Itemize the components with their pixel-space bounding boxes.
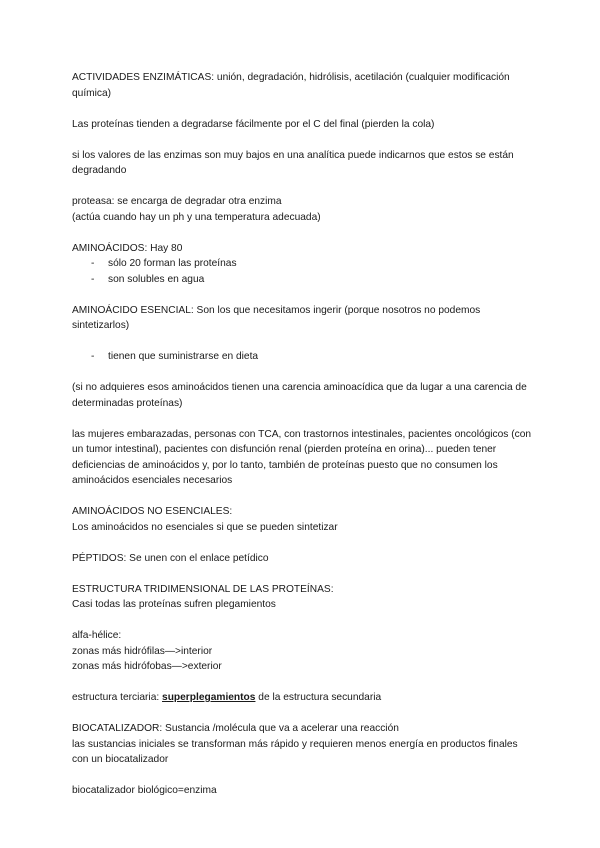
protease-line: proteasa: se encarga de degradar otra enzima	[72, 196, 282, 207]
document-body	[72, 70, 532, 799]
alpha-helix-heading: alfa-hélice:	[72, 630, 122, 641]
bullet-dash: -	[91, 273, 95, 285]
protease-note: (actúa cuando hay un ph y una temperatura adecuada)	[72, 211, 321, 223]
enzyme-activities-paragraph: ACTIVIDADES ENZIMÁTICAS: unión, degradación, hidrólisis, acetilación (cualquier modificación química)	[72, 72, 510, 99]
non-essential-text: Los aminoácidos no esenciales si que se pueden sintetizar	[72, 521, 338, 533]
hydrophobic-line: zonas más hidrófobas—>exterior	[72, 661, 222, 672]
superfolding-highlight: superplegamientos	[162, 692, 256, 703]
biocatalyst-enzyme-line: biocatalizador biológico=enzima	[72, 785, 217, 796]
structure-heading: ESTRUCTURA TRIDIMENSIONAL DE LAS PROTEÍNAS:	[72, 583, 334, 595]
biocatalyst-text: las sustancias iniciales se transforman más rápido y requieren menos energía en productos finales con un biocatalizador	[72, 738, 518, 765]
aminoacids-list	[72, 256, 532, 287]
bullet-dash: -	[91, 258, 95, 269]
enzyme-values-paragraph: si los valores de las enzimas son muy bajos en una analítica puede indicarnos que estos se están degradando	[72, 149, 514, 176]
hydrophilic-line: zonas más hidrófilas—>interior	[72, 645, 213, 657]
biocatalyst-heading: BIOCATALIZADOR: Sustancia /molécula que va a acelerar una reacción	[72, 723, 399, 734]
essential-aminoacid-paragraph: AMINOÁCIDO ESENCIAL: Son los que necesitamos ingerir (porque nosotros no podemos sintetizarlos)	[72, 304, 481, 331]
non-essential-heading: AMINOÁCIDOS NO ESENCIALES:	[72, 506, 233, 517]
structure-text: Casi todas las proteínas sufren plegamientos	[72, 599, 276, 610]
protein-degradation-paragraph: Las proteínas tienden a degradarse fácilmente por el C del final (pierden la cola)	[72, 118, 435, 130]
bullet-dash: -	[91, 351, 95, 362]
peptides-paragraph: PÉPTIDOS: Se unen con el enlace petídico	[72, 552, 269, 564]
essential-list	[72, 349, 532, 365]
risk-groups-paragraph: las mujeres embarazadas, personas con TCA, con trastornos intestinales, pacientes oncológicos (con un tumor intestinal), pacientes con disfunción renal (pierden proteína en orina)... pueden tener deficiencias de aminoácidos y, por lo tanto, también de proteínas puesto que no consumen los aminoácidos esenciales necesarios	[72, 428, 532, 486]
aminoacids-heading: AMINOÁCIDOS: Hay 80	[72, 242, 183, 254]
tertiary-structure-paragraph: estructura terciaria: superplegamientos de la estructura secundaria	[72, 692, 382, 703]
list-item: - son solubles en agua	[72, 272, 532, 288]
list-item: - sólo 20 forman las proteínas	[72, 256, 532, 272]
deficiency-note-paragraph: (si no adquieres esos aminoácidos tienen una carencia aminoacídica que da lugar a una carencia de determinadas proteínas)	[72, 382, 527, 409]
list-item: - tienen que suministrarse en dieta	[72, 349, 532, 365]
